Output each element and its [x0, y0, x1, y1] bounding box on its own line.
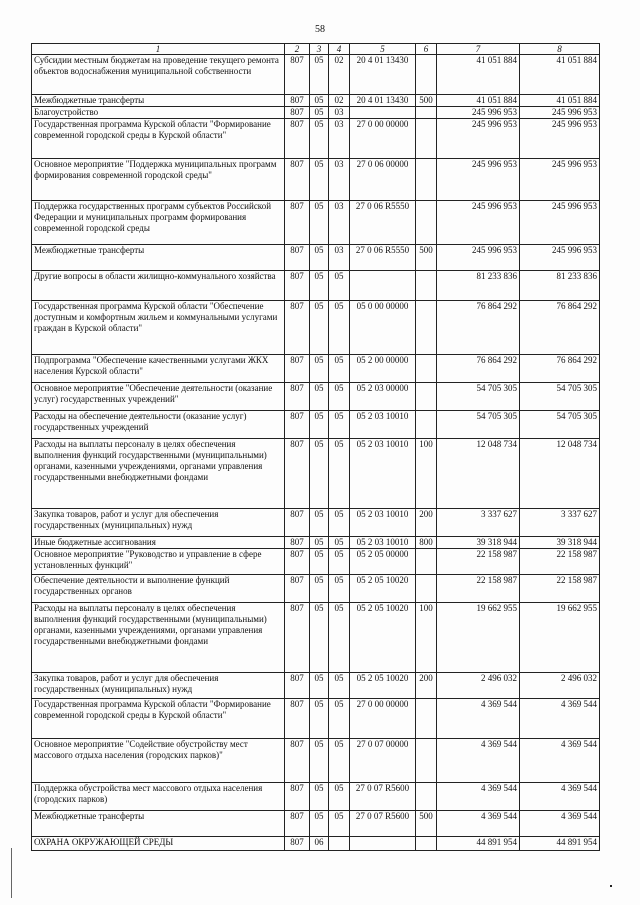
row-amount-2021: 19 662 955	[520, 603, 600, 673]
row-section-code: 05	[310, 55, 329, 95]
row-amount-2020: 2 496 032	[437, 673, 520, 699]
row-amount-2020: 44 891 954	[437, 837, 520, 851]
column-number-row	[32, 44, 600, 55]
row-section-code: 05	[310, 811, 329, 837]
row-subsection-code: 05	[329, 355, 350, 383]
row-subsection-code: 03	[329, 119, 350, 159]
row-section-code: 05	[310, 301, 329, 355]
row-target-code: 05 2 03 10010	[350, 537, 416, 549]
row-amount-2020: 81 233 836	[437, 271, 520, 301]
row-amount-2021: 3 337 627	[520, 509, 600, 537]
table-row	[32, 355, 600, 383]
table-row	[32, 537, 600, 549]
col-header-4: 4	[329, 44, 350, 55]
row-section-code: 05	[310, 201, 329, 245]
row-amount-2021: 76 864 292	[520, 301, 600, 355]
row-name: Основное мероприятие "Поддержка муниципальных программ формирования современной городской среды"	[32, 159, 285, 201]
row-subsection-code: 05	[329, 537, 350, 549]
table-row	[32, 699, 600, 739]
row-target-code	[350, 837, 416, 851]
row-expense-type	[416, 549, 437, 575]
table-row	[32, 509, 600, 537]
row-section-code: 05	[310, 355, 329, 383]
row-name: Межбюджетные трансферты	[32, 245, 285, 271]
row-ministry-code: 807	[285, 549, 310, 575]
table-body	[32, 55, 600, 851]
row-amount-2020: 76 864 292	[437, 355, 520, 383]
col-header-2: 2	[285, 44, 310, 55]
row-amount-2021: 245 996 953	[520, 119, 600, 159]
col-header-5: 5	[350, 44, 416, 55]
row-target-code: 27 0 00 00000	[350, 699, 416, 739]
row-ministry-code: 807	[285, 301, 310, 355]
row-section-code: 05	[310, 107, 329, 119]
row-name: ОХРАНА ОКРУЖАЮЩЕЙ СРЕДЫ	[32, 837, 285, 851]
row-section-code: 05	[310, 159, 329, 201]
row-subsection-code: 03	[329, 245, 350, 271]
row-target-code: 27 0 06 R5550	[350, 201, 416, 245]
col-header-1: 1	[32, 44, 285, 55]
table-row	[32, 301, 600, 355]
row-section-code: 05	[310, 603, 329, 673]
row-target-code: 05 2 03 00000	[350, 383, 416, 411]
row-ministry-code: 807	[285, 119, 310, 159]
row-target-code: 05 2 03 10010	[350, 439, 416, 509]
row-ministry-code: 807	[285, 439, 310, 509]
row-expense-type	[416, 301, 437, 355]
row-section-code: 05	[310, 509, 329, 537]
row-amount-2020: 54 705 305	[437, 383, 520, 411]
col-header-8: 8	[520, 44, 600, 55]
row-name: Закупка товаров, работ и услуг для обеспечения государственных (муниципальных) нужд	[32, 509, 285, 537]
row-amount-2020: 4 369 544	[437, 739, 520, 783]
table-row	[32, 739, 600, 783]
row-amount-2020: 19 662 955	[437, 603, 520, 673]
row-amount-2020: 245 996 953	[437, 119, 520, 159]
row-amount-2021: 44 891 954	[520, 837, 600, 851]
row-expense-type: 100	[416, 439, 437, 509]
row-amount-2021: 4 369 544	[520, 699, 600, 739]
row-expense-type: 200	[416, 673, 437, 699]
row-subsection-code: 05	[329, 509, 350, 537]
row-expense-type: 100	[416, 603, 437, 673]
row-name: Расходы на выплаты персоналу в целях обеспечения выполнения функций государственными (муниципальными) органами, казенными учреждениями, органами управления государственными внебюджетными фондами	[32, 439, 285, 509]
row-section-code: 05	[310, 739, 329, 783]
row-amount-2020: 245 996 953	[437, 245, 520, 271]
row-target-code: 27 0 00 00000	[350, 119, 416, 159]
row-name: Государственная программа Курской области "Обеспечение доступным и комфортным жильем и коммунальными услугами граждан в Курской области"	[32, 301, 285, 355]
row-section-code: 05	[310, 411, 329, 439]
table-row	[32, 549, 600, 575]
row-target-code: 05 2 05 00000	[350, 549, 416, 575]
row-target-code	[350, 271, 416, 301]
row-name: Государственная программа Курской области "Формирование современной городской среды в Курской области"	[32, 699, 285, 739]
row-expense-type	[416, 383, 437, 411]
row-subsection-code: 05	[329, 783, 350, 811]
row-subsection-code: 02	[329, 55, 350, 95]
row-ministry-code: 807	[285, 159, 310, 201]
row-subsection-code: 03	[329, 159, 350, 201]
row-amount-2021: 4 369 544	[520, 739, 600, 783]
row-name: Межбюджетные трансферты	[32, 95, 285, 107]
row-expense-type	[416, 119, 437, 159]
table-row	[32, 575, 600, 603]
row-section-code: 05	[310, 575, 329, 603]
row-name: Основное мероприятие "Руководство и управление в сфере установленных функций"	[32, 549, 285, 575]
row-amount-2020: 3 337 627	[437, 509, 520, 537]
row-ministry-code: 807	[285, 201, 310, 245]
row-ministry-code: 807	[285, 95, 310, 107]
row-ministry-code: 807	[285, 537, 310, 549]
row-subsection-code	[329, 837, 350, 851]
row-section-code: 05	[310, 699, 329, 739]
row-amount-2021: 2 496 032	[520, 673, 600, 699]
row-target-code: 05 2 03 10010	[350, 411, 416, 439]
table-row	[32, 811, 600, 837]
row-section-code: 05	[310, 673, 329, 699]
row-name: Подпрограмма "Обеспечение качественными услугами ЖКХ населения Курской области"	[32, 355, 285, 383]
table-row	[32, 95, 600, 107]
row-name: Межбюджетные трансферты	[32, 811, 285, 837]
row-name: Расходы на выплаты персоналу в целях обеспечения выполнения функций государственными (муниципальными) органами, казенными учреждениями, органами управления государственными внебюджетными фондами	[32, 603, 285, 673]
row-subsection-code: 05	[329, 739, 350, 783]
row-ministry-code: 807	[285, 783, 310, 811]
row-section-code: 05	[310, 439, 329, 509]
row-target-code: 27 0 06 R5550	[350, 245, 416, 271]
row-name: Благоустройство	[32, 107, 285, 119]
row-target-code: 27 0 07 R5600	[350, 811, 416, 837]
row-name: Субсидии местным бюджетам на проведение текущего ремонта объектов водоснабжения муниципальной собственности	[32, 55, 285, 95]
row-subsection-code: 05	[329, 673, 350, 699]
row-subsection-code: 05	[329, 439, 350, 509]
row-section-code: 05	[310, 119, 329, 159]
row-amount-2021: 76 864 292	[520, 355, 600, 383]
row-amount-2020: 245 996 953	[437, 201, 520, 245]
table-row	[32, 603, 600, 673]
row-amount-2021: 41 051 884	[520, 95, 600, 107]
row-ministry-code: 807	[285, 271, 310, 301]
row-name: Поддержка государственных программ субъектов Российской Федерации и муниципальных программ формирования современной городской среды	[32, 201, 285, 245]
table-row	[32, 411, 600, 439]
row-subsection-code: 05	[329, 549, 350, 575]
row-amount-2020: 39 318 944	[437, 537, 520, 549]
row-expense-type	[416, 739, 437, 783]
row-expense-type: 500	[416, 95, 437, 107]
row-subsection-code: 05	[329, 383, 350, 411]
row-subsection-code: 02	[329, 95, 350, 107]
row-ministry-code: 807	[285, 411, 310, 439]
row-ministry-code: 807	[285, 699, 310, 739]
row-subsection-code: 03	[329, 107, 350, 119]
row-expense-type	[416, 271, 437, 301]
col-header-7: 7	[437, 44, 520, 55]
table-row	[32, 55, 600, 95]
table-row	[32, 271, 600, 301]
row-name: Другие вопросы в области жилищно-коммунального хозяйства	[32, 271, 285, 301]
row-amount-2020: 54 705 305	[437, 411, 520, 439]
row-name: Основное мероприятие "Обеспечение деятельности (оказание услуг) государственных учреждений"	[32, 383, 285, 411]
row-amount-2021: 245 996 953	[520, 159, 600, 201]
row-section-code: 05	[310, 245, 329, 271]
table-row	[32, 673, 600, 699]
row-section-code: 05	[310, 549, 329, 575]
row-ministry-code: 807	[285, 811, 310, 837]
row-amount-2020: 41 051 884	[437, 55, 520, 95]
row-expense-type: 800	[416, 537, 437, 549]
row-amount-2021: 39 318 944	[520, 537, 600, 549]
row-expense-type	[416, 837, 437, 851]
row-section-code: 05	[310, 383, 329, 411]
row-subsection-code: 05	[329, 271, 350, 301]
row-subsection-code: 05	[329, 301, 350, 355]
table-row	[32, 383, 600, 411]
row-target-code: 05 2 00 00000	[350, 355, 416, 383]
row-target-code: 20 4 01 13430	[350, 95, 416, 107]
row-amount-2020: 76 864 292	[437, 301, 520, 355]
row-expense-type: 200	[416, 509, 437, 537]
row-amount-2020: 22 158 987	[437, 549, 520, 575]
page-number: 58	[315, 24, 325, 35]
table-row	[32, 439, 600, 509]
row-expense-type	[416, 107, 437, 119]
row-subsection-code: 05	[329, 603, 350, 673]
col-header-6: 6	[416, 44, 437, 55]
row-expense-type	[416, 159, 437, 201]
row-amount-2021: 245 996 953	[520, 107, 600, 119]
table-row	[32, 107, 600, 119]
row-name: Поддержка обустройства мест массового отдыха населения (городских парков)	[32, 783, 285, 811]
row-amount-2021: 4 369 544	[520, 811, 600, 837]
table-row	[32, 201, 600, 245]
row-amount-2021: 81 233 836	[520, 271, 600, 301]
row-amount-2021: 22 158 987	[520, 575, 600, 603]
row-amount-2020: 245 996 953	[437, 107, 520, 119]
row-name: Закупка товаров, работ и услуг для обеспечения государственных (муниципальных) нужд	[32, 673, 285, 699]
row-ministry-code: 807	[285, 575, 310, 603]
row-target-code: 27 0 07 00000	[350, 739, 416, 783]
row-target-code	[350, 107, 416, 119]
row-ministry-code: 807	[285, 245, 310, 271]
scan-edge-line	[11, 848, 12, 898]
row-expense-type	[416, 699, 437, 739]
row-ministry-code: 807	[285, 509, 310, 537]
row-expense-type	[416, 575, 437, 603]
row-name: Иные бюджетные ассигнования	[32, 537, 285, 549]
row-amount-2021: 245 996 953	[520, 201, 600, 245]
row-ministry-code: 807	[285, 55, 310, 95]
row-amount-2021: 54 705 305	[520, 383, 600, 411]
row-section-code: 05	[310, 271, 329, 301]
row-name: Обеспечение деятельности и выполнение функций государственных органов	[32, 575, 285, 603]
row-amount-2021: 41 051 884	[520, 55, 600, 95]
row-amount-2021: 12 048 734	[520, 439, 600, 509]
row-amount-2020: 4 369 544	[437, 783, 520, 811]
col-header-3: 3	[310, 44, 329, 55]
row-name: Государственная программа Курской области "Формирование современной городской среды в Курской области"	[32, 119, 285, 159]
row-ministry-code: 807	[285, 603, 310, 673]
row-target-code: 27 0 07 R5600	[350, 783, 416, 811]
row-target-code: 20 4 01 13430	[350, 55, 416, 95]
row-subsection-code: 05	[329, 699, 350, 739]
row-section-code: 05	[310, 95, 329, 107]
row-target-code: 27 0 06 00000	[350, 159, 416, 201]
row-ministry-code: 807	[285, 739, 310, 783]
row-amount-2020: 12 048 734	[437, 439, 520, 509]
row-amount-2020: 4 369 544	[437, 811, 520, 837]
row-expense-type	[416, 411, 437, 439]
row-amount-2021: 22 158 987	[520, 549, 600, 575]
row-target-code: 05 2 05 10020	[350, 673, 416, 699]
row-amount-2021: 245 996 953	[520, 245, 600, 271]
table-row	[32, 245, 600, 271]
row-section-code: 06	[310, 837, 329, 851]
row-subsection-code: 05	[329, 411, 350, 439]
row-target-code: 05 0 00 00000	[350, 301, 416, 355]
row-amount-2020: 41 051 884	[437, 95, 520, 107]
row-amount-2020: 245 996 953	[437, 159, 520, 201]
row-expense-type	[416, 355, 437, 383]
budget-table	[31, 43, 600, 851]
scan-speck	[610, 885, 612, 887]
row-amount-2021: 54 705 305	[520, 411, 600, 439]
row-subsection-code: 03	[329, 201, 350, 245]
row-amount-2021: 4 369 544	[520, 783, 600, 811]
row-subsection-code: 05	[329, 811, 350, 837]
row-ministry-code: 807	[285, 673, 310, 699]
table-row	[32, 783, 600, 811]
row-expense-type	[416, 55, 437, 95]
row-target-code: 05 2 03 10010	[350, 509, 416, 537]
row-ministry-code: 807	[285, 383, 310, 411]
row-expense-type	[416, 783, 437, 811]
row-expense-type	[416, 201, 437, 245]
table-row	[32, 159, 600, 201]
row-section-code: 05	[310, 537, 329, 549]
row-ministry-code: 807	[285, 107, 310, 119]
row-subsection-code: 05	[329, 575, 350, 603]
row-expense-type: 500	[416, 811, 437, 837]
row-target-code: 05 2 05 10020	[350, 603, 416, 673]
table-row	[32, 837, 600, 851]
row-amount-2020: 4 369 544	[437, 699, 520, 739]
row-ministry-code: 807	[285, 837, 310, 851]
row-section-code: 05	[310, 783, 329, 811]
row-ministry-code: 807	[285, 355, 310, 383]
row-expense-type: 500	[416, 245, 437, 271]
row-name: Расходы на обеспечение деятельности (оказание услуг) государственных учреждений	[32, 411, 285, 439]
table-row	[32, 119, 600, 159]
row-target-code: 05 2 05 10020	[350, 575, 416, 603]
row-amount-2020: 22 158 987	[437, 575, 520, 603]
row-name: Основное мероприятие "Содействие обустройству мест массового отдыха населения (городских парков)"	[32, 739, 285, 783]
